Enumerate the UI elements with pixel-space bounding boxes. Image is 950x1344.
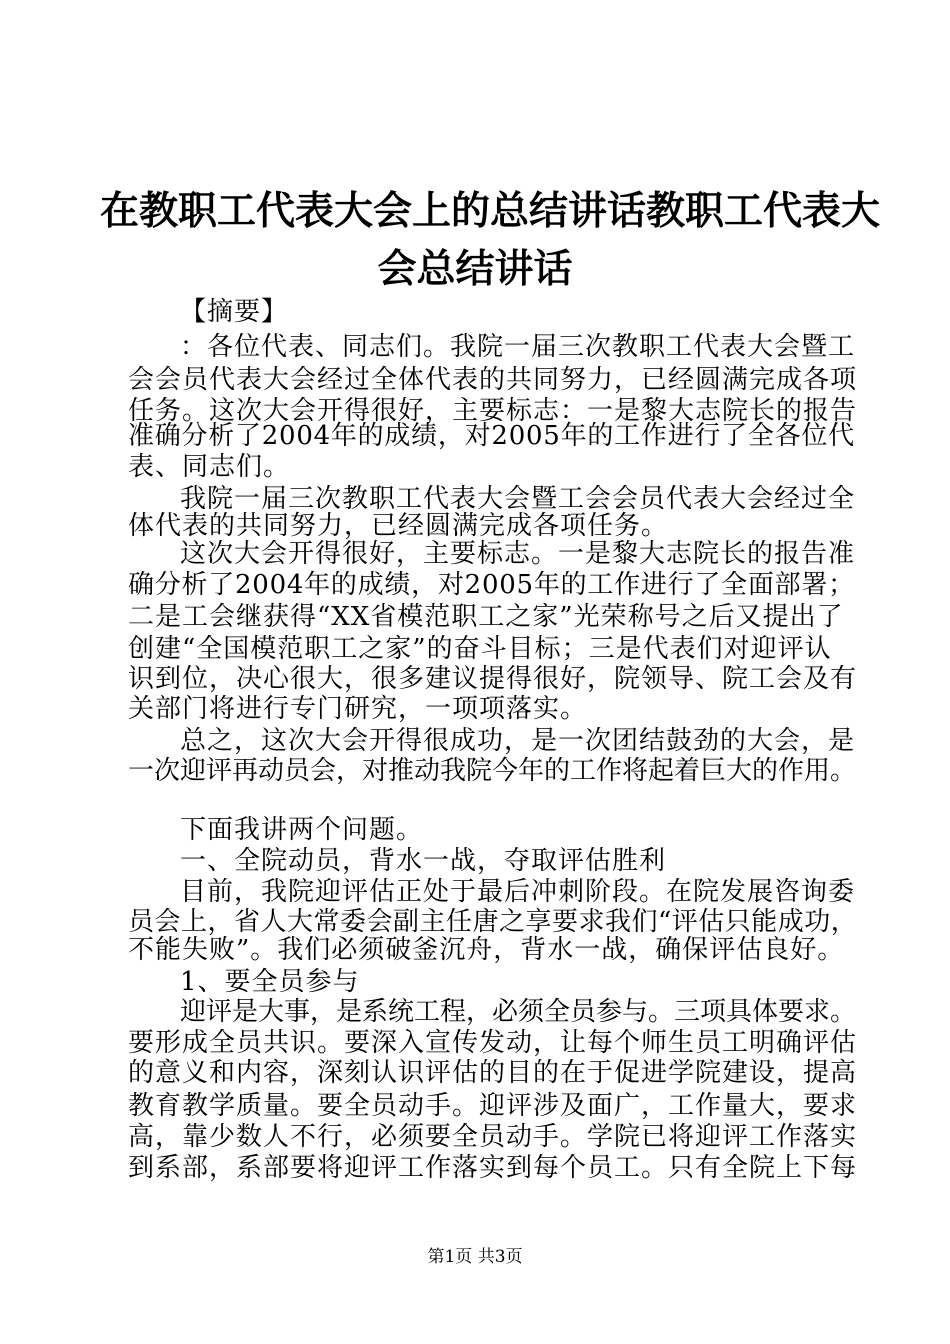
text-line: 的意义和内容，深刻认识评估的目的在于促进学院建设，提高 (128, 1058, 858, 1088)
text-line: 会会员代表大会经过全体代表的共同努力，已经圆满完成各项 (128, 365, 858, 395)
text-line: 到系部，系部要将迎评工作落实到每个员工。只有全院上下每 (128, 1153, 858, 1183)
text-line: 体代表的共同努力，已经圆满完成各项任务。 (128, 511, 669, 541)
section-heading: 一、全院动员，背水一战，夺取评估胜利 (180, 846, 667, 876)
text-line: 要形成全员共识。要深入宣传发动，让每个师生员工明确评估 (128, 1028, 858, 1058)
subsection-heading: 1、要全员参与 (180, 967, 360, 997)
text-line: 一次迎评再动员会，对推动我院今年的工作将起着巨大的作用。 (128, 756, 857, 786)
text-line: 准确分析了2004年的成绩，对2005年的工作进行了全各位代 (128, 421, 855, 451)
text-line: 高，靠少数人不行，必须要全员动手。学院已将迎评工作落实 (128, 1122, 858, 1152)
text-line: 员会上，省人大常委会副主任唐之享要求我们“评估只能成功， (128, 907, 858, 937)
text-line: ：各位代表、同志们。我院一届三次教职工代表大会暨工 (180, 332, 856, 362)
text-line: 创建“全国模范职工之家”的奋斗目标；三是代表们对迎评认 (128, 634, 832, 664)
text-line: 识到位，决心很大，很多建议提得很好，院领导、院工会及有 (128, 664, 858, 694)
text-line: 总之，这次大会开得很成功，是一次团结鼓劲的大会，是 (180, 726, 856, 756)
text-line: 下面我讲两个问题。 (180, 815, 424, 845)
text-line: 不能失败”。我们必须破釜沉舟，背水一战，确保评估良好。 (128, 935, 845, 965)
text-line: 确分析了2004年的成绩，对2005年的工作进行了全面部署； (128, 570, 855, 600)
text-line: 二是工会继获得“XX省模范职工之家”光荣称号之后又提出了 (128, 602, 844, 632)
text-line: 我院一届三次教职工代表大会暨工会会员代表大会经过全 (180, 484, 856, 514)
page-footer: 第1页 共3页 (427, 1247, 523, 1267)
abstract-heading: 【摘要】 (180, 297, 289, 327)
document-title-line-2: 会总结讲话 (377, 246, 573, 292)
document-title-line-1: 在教职工代表大会上的总结讲话教职工代表大 (100, 188, 881, 234)
text-line: 迎评是大事，是系统工程，必须全员参与。三项具体要求。 (180, 997, 857, 1027)
text-line: 这次大会开得很好，主要标志。一是黎大志院长的报告准 (180, 539, 856, 569)
text-line: 目前，我院迎评估正处于最后冲刺阶段。在院发展咨询委 (180, 877, 856, 907)
text-line: 任务。这次大会开得很好，主要标志：一是黎大志院长的报告 (128, 396, 858, 426)
text-line: 关部门将进行专门研究，一项项落实。 (128, 694, 588, 724)
text-line: 表、同志们。 (128, 452, 291, 482)
text-line: 教育教学质量。要全员动手。迎评涉及面广，工作量大，要求 (128, 1091, 858, 1121)
